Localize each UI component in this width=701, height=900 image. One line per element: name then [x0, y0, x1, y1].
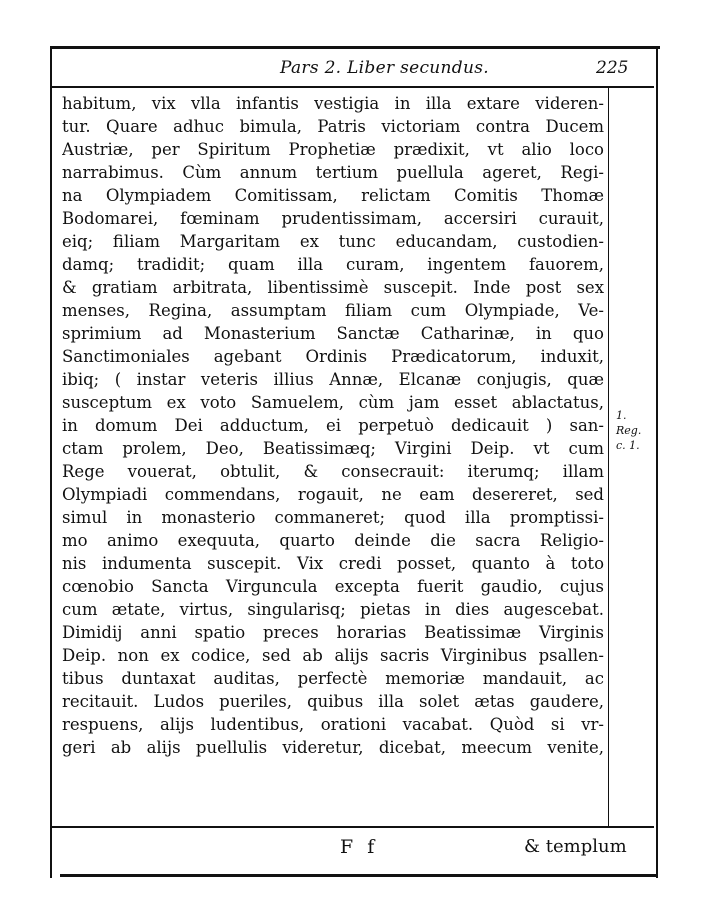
text-line: Austriæ, per Spiritum Prophetiæ prædixit, vt alio loco	[62, 140, 604, 159]
signature-mark: F f	[340, 836, 379, 858]
text-line: & gratiam arbitrata, libentissimè suscepit. Inde post sex	[62, 278, 604, 297]
text-line: narrabimus. Cùm annum tertium puellula ageret, Regi-	[62, 163, 604, 182]
margin-note	[616, 408, 654, 453]
text-line: Rege vouerat, obtulit, & consecrauit: iterumq; illam	[62, 462, 604, 481]
text-line: menses, Regina, assumptam filiam cum Olympiade, Ve-	[62, 301, 604, 320]
text-line: habitum, vix vlla infantis vestigia in illa extare videren-	[62, 94, 604, 113]
text-line: simul in monasterio commaneret; quod illa promptissi-	[62, 508, 604, 527]
text-line: Bodomarei, fœminam prudentissimam, accersiri curauit,	[62, 209, 604, 228]
text-line: nis indumenta suscepit. Vix credi posset, quanto à toto	[62, 554, 604, 573]
text-line: cum ætate, virtus, singularisq; pietas in dies augescebat.	[62, 600, 604, 619]
outer-frame-right-rule	[656, 46, 658, 878]
catchword: & templum	[524, 836, 627, 857]
text-block	[62, 92, 604, 759]
outer-frame-left-rule	[50, 46, 52, 878]
text-line: in domum Dei adductum, ei perpetuò dedicauit ) san-	[62, 416, 604, 435]
header-rule	[52, 86, 654, 88]
text-line: ctam prolem, Deo, Beatissimæq; Virgini Deip. vt cum	[62, 439, 604, 458]
text-line: recitauit. Ludos pueriles, quibus illa solet ætas gaudere,	[62, 692, 604, 711]
text-column-right-rule	[608, 86, 609, 826]
text-line: Olympiadi commendans, rogauit, ne eam desereret, sed	[62, 485, 604, 504]
running-head: Pars 2. Liber secundus.	[280, 58, 489, 78]
text-line: respuens, alijs ludentibus, orationi vacabat. Quòd si vr-	[62, 715, 604, 734]
text-line: mo animo exequuta, quarto deinde die sacra Religio-	[62, 531, 604, 550]
text-line: tibus duntaxat auditas, perfectè memoriæ mandauit, ac	[62, 669, 604, 688]
page-number: 225	[596, 58, 629, 78]
text-line: eiq; filiam Margaritam ex tunc educandam, custodien-	[62, 232, 604, 251]
text-line: Sanctimoniales agebant Ordinis Prædicatorum, induxit,	[62, 347, 604, 366]
text-line: Deip. non ex codice, sed ab alijs sacris Virginibus psallen-	[62, 646, 604, 665]
text-line: sprimium ad Monasterium Sanctæ Catharinæ, in quo	[62, 324, 604, 343]
text-line: ibiq; ( instar veteris illius Annæ, Elcanæ conjugis, quæ	[62, 370, 604, 389]
outer-frame-top-rule	[50, 46, 660, 49]
text-line: tur. Quare adhuc bimula, Patris victoriam contra Ducem	[62, 117, 604, 136]
text-line: geri ab alijs puellulis videretur, dicebat, meecum venite,	[62, 738, 604, 757]
text-line: na Olympiadem Comitissam, relictam Comitis Thomæ	[62, 186, 604, 205]
text-line: susceptum ex voto Samuelem, cùm jam esset ablactatus,	[62, 393, 604, 412]
text-line: Dimidij anni spatio preces horarias Beatissimæ Virginis	[62, 623, 604, 642]
margin-note-reference: 1. Reg.	[616, 409, 642, 437]
outer-frame-bottom-rule	[60, 874, 656, 877]
text-line: damq; tradidit; quam illa curam, ingentem fauorem,	[62, 255, 604, 274]
footer-rule	[52, 826, 654, 828]
text-line: cœnobio Sancta Virguncula excepta fuerit gaudio, cujus	[62, 577, 604, 596]
margin-note-chapter: c. 1.	[616, 439, 640, 452]
